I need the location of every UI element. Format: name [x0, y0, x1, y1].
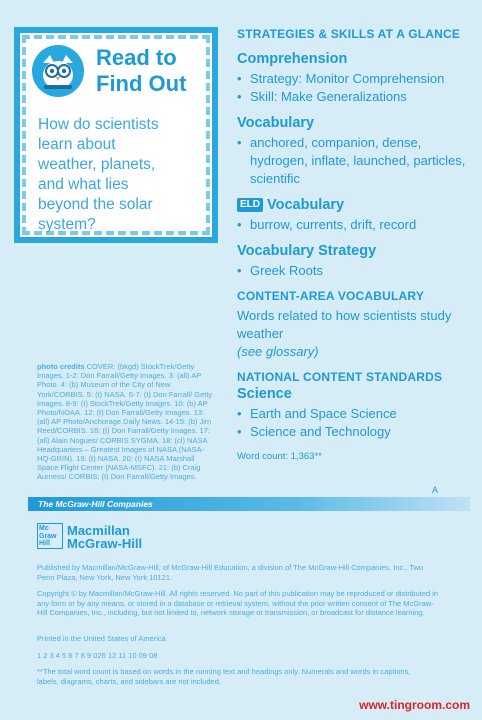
eld-vocabulary-label: Vocabulary	[267, 197, 345, 213]
publisher-name	[67, 524, 142, 550]
companies-text: The McGraw·Hill Companies	[38, 499, 153, 509]
list-item: • Science and Technology	[237, 423, 477, 441]
list-item: • anchored, companion, dense, hydrogen, inflate, launched, particles, scientific	[237, 134, 477, 188]
eld-vocabulary-heading	[237, 197, 477, 213]
title-line-2: Find Out	[96, 71, 187, 96]
vocabulary-strategy-list	[237, 262, 477, 280]
vocabulary-list	[237, 134, 477, 188]
comprehension-list	[237, 70, 477, 106]
list-item: • Strategy: Monitor Comprehension	[237, 70, 477, 88]
vocabulary-heading: Vocabulary	[237, 115, 315, 131]
logo-lines: Mc Graw Hill	[39, 525, 57, 547]
eld-badge: ELD	[237, 198, 263, 212]
print-numbers: 1 2 3 4 5 6 7 8 9 026 12 11 10 09 08	[37, 651, 158, 660]
companies-bar	[28, 497, 470, 511]
eld-vocabulary-list	[237, 216, 477, 234]
owl-icon	[32, 45, 84, 97]
comprehension-heading: Comprehension	[237, 51, 348, 67]
publisher-logo-icon	[37, 523, 63, 549]
published-by-text: Published by Macmillan/McGraw-Hill, of McGraw-Hill Education, a division of The McGraw-Hill Companies, Inc., Two Penn Plaza, New York, New York 10121.	[37, 563, 424, 582]
standards-heading: NATIONAL CONTENT STANDARDS	[237, 370, 443, 384]
watermark-text: www.tingroom.com	[359, 698, 470, 712]
photo-credits-text: COVER: (bkgd) StockTrek/Getty Images. 1-2: Don Farrall/Getty Images. 3: (all) AP Photo. 4: (b) Museum of the City of New York/CORBIS. 5: (t) NASA. 6-7: (t) Don Farrall/ Getty Images. 8-9: (t) StockTrek/Getty Images. 10: (b) AP Photo/NOAA. 12: (t) Don Farrall/Getty Images. 13: (all) AP Photo/Anchorage Daily News. 14-15: (b) Jim Reed/CORBIS. 16: (t) Don Farrall/Getty Images. 17: (all) Alain Nogues/ CORBIS SYGMA. 18: (cl) NASA Headquarters – Greatest Images of NASA (NASA-HQ-GRIN). 19: (t) NASA. 20: (t) NASA Marshall Space Flight Center (NASA-MSFC). 21: (b) Craig Aurness/ CORBIS; (t) Don Farrall/Getty Images.	[37, 362, 213, 482]
list-item: • Greek Roots	[237, 262, 477, 280]
title-line-1: Read to	[96, 45, 177, 70]
list-item: • burrow, currents, drift, record	[237, 216, 477, 234]
publisher-name-line-2: McGraw-Hill	[67, 536, 143, 551]
vocabulary-strategy-heading: Vocabulary Strategy	[237, 243, 377, 259]
guiding-question: How do scientists learn about weather, planets, and what lies beyond the solar system?	[38, 116, 159, 233]
glossary-note: (see glossary)	[237, 344, 319, 359]
footnote-text: **The total word count is based on words in the running text and headings only. Numerals and words in captions, labels, diagrams, charts, and sidebars are not included.	[37, 667, 411, 686]
list-item: • Skill: Make Generalizations	[237, 88, 477, 106]
copyright-text: Copyright © by Macmillan/McGraw-Hill. All rights reserved. No part of this publication may be reproduced or distributed in any form or by any means, or stored in a database or retrieval system, without the prior written consent of The McGraw-Hill Companies, Inc., including, but not limited to, network storage or transmission, or broadcast for distance learning.	[37, 589, 439, 617]
publisher-name-line-1: Macmillan	[67, 523, 130, 538]
strategies-column	[237, 27, 477, 462]
standards-list	[237, 405, 477, 441]
photo-credits	[37, 362, 217, 482]
printed-in-text: Printed in the United States of America	[37, 634, 166, 643]
word-count: Word count: 1,363**	[237, 451, 322, 462]
photo-credits-label: photo credits	[37, 362, 85, 371]
strategies-heading: STRATEGIES & SKILLS AT A GLANCE	[237, 27, 461, 41]
content-area-heading: CONTENT-AREA VOCABULARY	[237, 289, 425, 303]
list-item: • Earth and Space Science	[237, 405, 477, 423]
corner-letter: A	[432, 485, 439, 495]
read-to-find-out-title	[96, 45, 216, 97]
content-area-text: Words related to how scientists study weather	[237, 308, 452, 341]
science-heading: Science	[237, 386, 292, 402]
read-to-find-out-box	[14, 27, 218, 243]
